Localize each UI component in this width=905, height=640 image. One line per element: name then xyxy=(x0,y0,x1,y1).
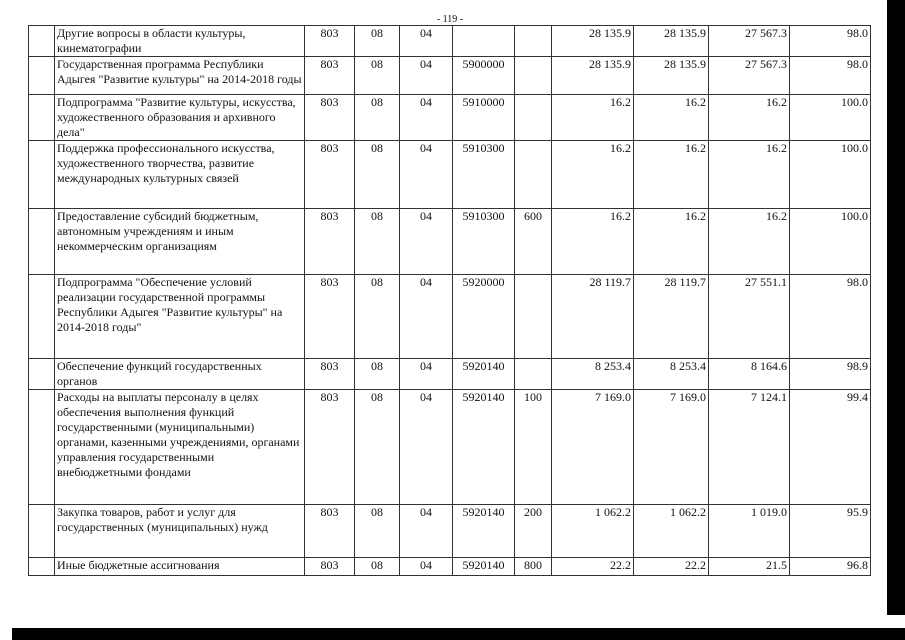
amount-2: 28 135.9 xyxy=(634,26,709,57)
execution-percent: 98.9 xyxy=(790,359,871,390)
expense-type-code xyxy=(515,26,552,57)
scan-edge-bottom xyxy=(12,628,905,640)
subsection-code: 04 xyxy=(400,141,453,209)
row-gutter xyxy=(29,141,55,209)
execution-percent: 100.0 xyxy=(790,209,871,275)
ministry-code: 803 xyxy=(305,26,355,57)
ministry-code: 803 xyxy=(305,359,355,390)
row-gutter xyxy=(29,275,55,359)
row-gutter xyxy=(29,26,55,57)
amount-2: 28 135.9 xyxy=(634,57,709,95)
expense-type-code xyxy=(515,95,552,141)
section-code: 08 xyxy=(355,209,400,275)
amount-1: 28 135.9 xyxy=(552,26,634,57)
row-gutter xyxy=(29,209,55,275)
subsection-code: 04 xyxy=(400,26,453,57)
expense-type-code xyxy=(515,141,552,209)
subsection-code: 04 xyxy=(400,558,453,576)
amount-3: 27 567.3 xyxy=(709,26,790,57)
amount-2: 28 119.7 xyxy=(634,275,709,359)
row-name: Государственная программа Республики Адыгея "Развитие культуры" на 2014-2018 годы xyxy=(55,57,305,95)
section-code: 08 xyxy=(355,141,400,209)
table-row xyxy=(29,505,871,558)
section-code: 08 xyxy=(355,558,400,576)
amount-1: 1 062.2 xyxy=(552,505,634,558)
table-row xyxy=(29,558,871,576)
ministry-code: 803 xyxy=(305,95,355,141)
subsection-code: 04 xyxy=(400,95,453,141)
table-row xyxy=(29,359,871,390)
ministry-code: 803 xyxy=(305,390,355,505)
amount-2: 16.2 xyxy=(634,95,709,141)
target-code: 5910000 xyxy=(453,95,515,141)
section-code: 08 xyxy=(355,26,400,57)
amount-2: 1 062.2 xyxy=(634,505,709,558)
expense-type-code xyxy=(515,359,552,390)
target-code: 5920140 xyxy=(453,390,515,505)
amount-2: 7 169.0 xyxy=(634,390,709,505)
amount-3: 16.2 xyxy=(709,95,790,141)
amount-1: 28 119.7 xyxy=(552,275,634,359)
amount-1: 8 253.4 xyxy=(552,359,634,390)
row-name: Иные бюджетные ассигнования xyxy=(55,558,305,576)
row-gutter xyxy=(29,505,55,558)
row-name: Закупка товаров, работ и услуг для государственных (муниципальных) нужд xyxy=(55,505,305,558)
budget-table-body xyxy=(29,26,871,576)
execution-percent: 96.8 xyxy=(790,558,871,576)
ministry-code: 803 xyxy=(305,275,355,359)
execution-percent: 95.9 xyxy=(790,505,871,558)
ministry-code: 803 xyxy=(305,57,355,95)
section-code: 08 xyxy=(355,275,400,359)
expense-type-code: 200 xyxy=(515,505,552,558)
subsection-code: 04 xyxy=(400,209,453,275)
row-name: Другие вопросы в области культуры, кинематографии xyxy=(55,26,305,57)
target-code: 5920000 xyxy=(453,275,515,359)
row-name: Подпрограмма "Обеспечение условий реализации государственной программы Республики Адыгея "Развитие культуры" на 2014-2018 годы" xyxy=(55,275,305,359)
ministry-code: 803 xyxy=(305,141,355,209)
section-code: 08 xyxy=(355,505,400,558)
row-gutter xyxy=(29,390,55,505)
amount-2: 8 253.4 xyxy=(634,359,709,390)
amount-3: 8 164.6 xyxy=(709,359,790,390)
subsection-code: 04 xyxy=(400,57,453,95)
execution-percent: 98.0 xyxy=(790,57,871,95)
amount-3: 1 019.0 xyxy=(709,505,790,558)
page-number: - 119 - xyxy=(436,14,464,25)
amount-3: 21.5 xyxy=(709,558,790,576)
subsection-code: 04 xyxy=(400,359,453,390)
target-code: 5920140 xyxy=(453,359,515,390)
expense-type-code xyxy=(515,57,552,95)
target-code: 5910300 xyxy=(453,209,515,275)
table-row xyxy=(29,209,871,275)
row-gutter xyxy=(29,359,55,390)
table-row xyxy=(29,275,871,359)
subsection-code: 04 xyxy=(400,390,453,505)
amount-1: 7 169.0 xyxy=(552,390,634,505)
section-code: 08 xyxy=(355,95,400,141)
row-name: Обеспечение функций государственных органов xyxy=(55,359,305,390)
row-name: Поддержка профессионального искусства, художественного творчества, развитие международных культурных связей xyxy=(55,141,305,209)
amount-1: 16.2 xyxy=(552,95,634,141)
table-row xyxy=(29,141,871,209)
expense-type-code: 100 xyxy=(515,390,552,505)
execution-percent: 98.0 xyxy=(790,275,871,359)
ministry-code: 803 xyxy=(305,505,355,558)
amount-1: 22.2 xyxy=(552,558,634,576)
amount-1: 28 135.9 xyxy=(552,57,634,95)
target-code: 5920140 xyxy=(453,505,515,558)
amount-2: 16.2 xyxy=(634,209,709,275)
row-name: Расходы на выплаты персоналу в целях обеспечения выполнения функций государственными (муниципальными) органами, казенными учреждениями, органами управления государственными внебюджетными фондами xyxy=(55,390,305,505)
amount-2: 16.2 xyxy=(634,141,709,209)
execution-percent: 98.0 xyxy=(790,26,871,57)
amount-3: 16.2 xyxy=(709,141,790,209)
ministry-code: 803 xyxy=(305,209,355,275)
target-code: 5900000 xyxy=(453,57,515,95)
expense-type-code xyxy=(515,275,552,359)
execution-percent: 100.0 xyxy=(790,141,871,209)
expense-type-code: 800 xyxy=(515,558,552,576)
row-gutter xyxy=(29,558,55,576)
amount-1: 16.2 xyxy=(552,209,634,275)
row-name: Подпрограмма "Развитие культуры, искусства, художественного образования и архивного дела" xyxy=(55,95,305,141)
execution-percent: 99.4 xyxy=(790,390,871,505)
target-code: 5910300 xyxy=(453,141,515,209)
budget-table xyxy=(28,25,871,576)
row-gutter xyxy=(29,57,55,95)
amount-3: 16.2 xyxy=(709,209,790,275)
amount-3: 27 567.3 xyxy=(709,57,790,95)
table-row xyxy=(29,57,871,95)
amount-2: 22.2 xyxy=(634,558,709,576)
subsection-code: 04 xyxy=(400,275,453,359)
target-code xyxy=(453,26,515,57)
subsection-code: 04 xyxy=(400,505,453,558)
execution-percent: 100.0 xyxy=(790,95,871,141)
amount-3: 27 551.1 xyxy=(709,275,790,359)
section-code: 08 xyxy=(355,57,400,95)
scan-edge-right xyxy=(887,0,905,615)
section-code: 08 xyxy=(355,359,400,390)
amount-3: 7 124.1 xyxy=(709,390,790,505)
row-name: Предоставление субсидий бюджетным, автономным учреждениям и иным некоммерческим организациям xyxy=(55,209,305,275)
expense-type-code: 600 xyxy=(515,209,552,275)
ministry-code: 803 xyxy=(305,558,355,576)
amount-1: 16.2 xyxy=(552,141,634,209)
table-row xyxy=(29,95,871,141)
row-gutter xyxy=(29,95,55,141)
table-row xyxy=(29,26,871,57)
section-code: 08 xyxy=(355,390,400,505)
target-code: 5920140 xyxy=(453,558,515,576)
table-row xyxy=(29,390,871,505)
